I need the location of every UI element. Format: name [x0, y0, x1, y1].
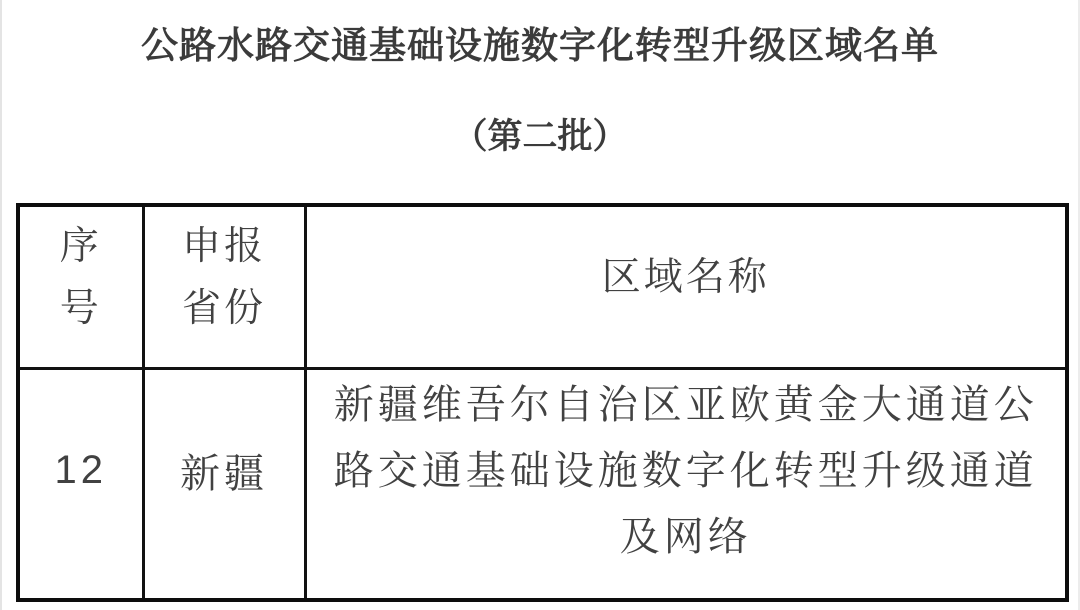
regions-table — [16, 203, 1069, 602]
col-header-region-name — [305, 205, 1067, 368]
cell-region-name: 新疆维吾尔自治区亚欧黄金大通道公路交通基础设施数字化转型升级通道及网络 — [305, 368, 1067, 600]
page-title: 公路水路交通基础设施数字化转型升级区域名单 — [141, 25, 939, 66]
col-header-region-name-label: 区域名称 — [601, 255, 770, 299]
batch-subtitle: （第二批） — [452, 117, 628, 156]
col-header-index — [18, 205, 143, 368]
table-header-row — [18, 205, 1067, 368]
col-header-province-label: 申报省份 — [181, 224, 266, 330]
col-header-index-label: 序号 — [59, 224, 102, 330]
cell-index: 12 — [18, 368, 143, 600]
cell-province: 新疆 — [143, 368, 305, 600]
col-header-province — [143, 205, 305, 368]
table-row — [18, 368, 1067, 600]
